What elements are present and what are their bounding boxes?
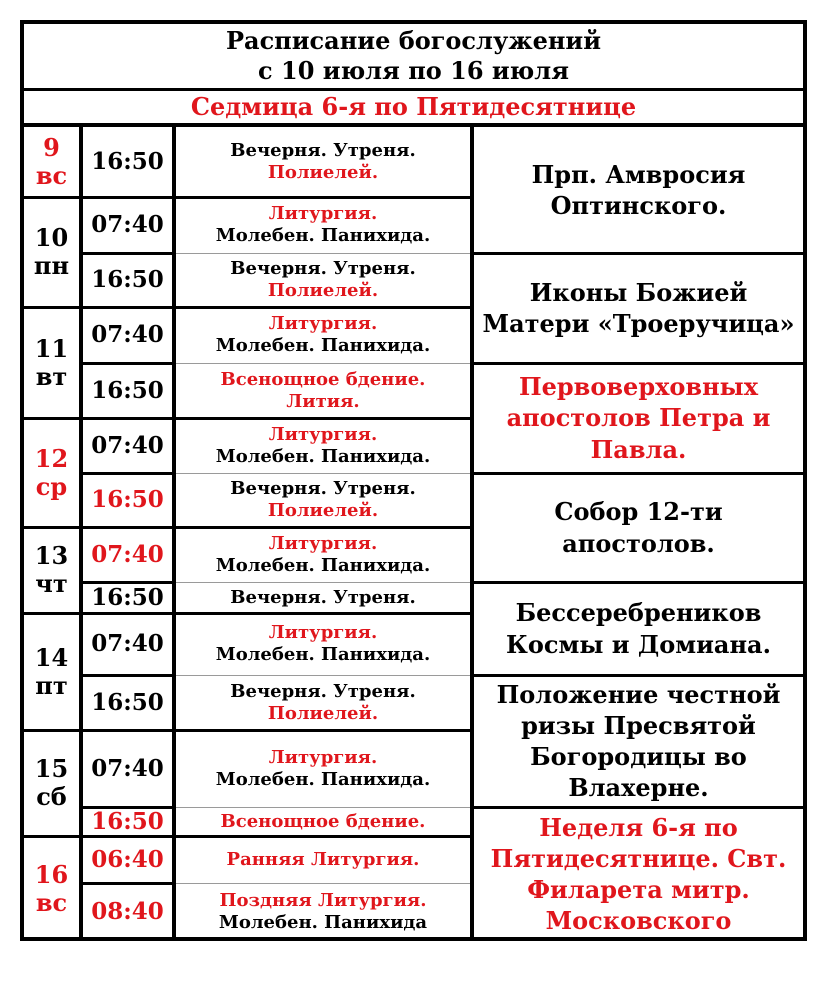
day-cell (24, 527, 79, 613)
service-detail: Молебен. Панихида. (215, 644, 431, 665)
service-detail: Молебен. Панихида. (215, 225, 431, 246)
weekday: чт (35, 569, 68, 598)
day-number: 15 (34, 754, 69, 784)
service-cell (176, 613, 470, 675)
weekday: пт (35, 670, 68, 700)
service-detail: Полиелей. (267, 500, 379, 521)
service-cell (176, 883, 470, 941)
service-time: 07:40 (91, 540, 164, 568)
service-name: Вечерня. Утреня. (230, 586, 416, 608)
day-cell (24, 418, 79, 527)
service-cell (176, 675, 470, 730)
service-time: 08:40 (91, 898, 164, 926)
day-number: 12 (34, 443, 69, 473)
feast-name: Прп. Амвросия Оптинского. (531, 159, 746, 220)
day-number: 9 (43, 133, 60, 163)
service-time: 16:50 (91, 807, 164, 835)
day-cell (24, 307, 79, 418)
day-cell (24, 197, 79, 307)
day-number: 11 (34, 333, 69, 363)
service-time: 16:50 (91, 583, 164, 611)
service-name: Ранняя Литургия. (226, 848, 420, 870)
service-time: 07:40 (91, 431, 164, 459)
feast-name: Первоверховных апостолов Петра и Павла. (506, 372, 771, 464)
service-name: Литургия. (268, 622, 378, 644)
feast-name: Собор 12-ти апостолов. (554, 497, 723, 558)
title-line-1: Расписание богослужений (225, 26, 602, 55)
day-number: 13 (34, 541, 69, 571)
service-name: Вечерня. Утреня. (230, 140, 416, 162)
service-detail: Молебен. Панихида. (215, 554, 431, 576)
day-number: 10 (34, 223, 69, 253)
service-name: Литургия. (268, 313, 378, 335)
service-cell (176, 418, 470, 473)
service-time: 07:40 (91, 754, 164, 782)
service-name: Вечерня. Утреня. (230, 478, 416, 500)
schedule-title (24, 24, 803, 88)
day-cell (24, 127, 79, 197)
weekday: вс (35, 887, 68, 917)
service-cell (176, 730, 470, 807)
service-detail: Полиелей. (267, 162, 379, 183)
service-time: 06:40 (91, 845, 164, 873)
service-name: Поздняя Литургия. (219, 890, 427, 912)
weekday: пн (33, 251, 70, 280)
service-detail: Молебен. Панихида (218, 912, 428, 933)
service-time: 07:40 (91, 211, 164, 239)
day-cell (24, 730, 79, 836)
service-cell (176, 253, 470, 307)
feast-name: Положение честной ризы Пресвятой Богородицы во Влахерне. (496, 679, 781, 803)
service-time: 16:50 (91, 376, 164, 404)
service-time: 07:40 (91, 321, 164, 349)
feast-name: Бессеребреников Космы и Домиана. (506, 598, 771, 659)
service-cell (176, 127, 470, 197)
title-line-2: с 10 июля по 16 июля (258, 56, 569, 85)
service-detail: Молебен. Панихида. (215, 445, 431, 467)
service-name: Всенощное бдение. (220, 810, 426, 832)
weekday: ср (35, 471, 68, 501)
service-name: Литургия. (268, 203, 378, 225)
service-cell (176, 836, 470, 883)
service-name: Литургия. (268, 423, 378, 445)
service-detail: Лития. (286, 390, 360, 412)
service-cell (176, 197, 470, 253)
weekday: вс (35, 161, 68, 190)
weekday: вт (35, 361, 68, 391)
service-detail: Полиелей. (267, 280, 379, 301)
service-cell (176, 582, 470, 613)
service-name: Всенощное бдение. (220, 368, 426, 390)
week-title: Седмица 6-я по Пятидесятнице (190, 91, 637, 121)
service-time: 07:40 (91, 630, 164, 658)
service-name: Литургия. (268, 746, 378, 768)
day-number: 14 (34, 642, 69, 672)
service-time: 16:50 (91, 688, 164, 716)
service-cell (176, 473, 470, 527)
service-name: Вечерня. Утреня. (230, 680, 416, 702)
service-cell (176, 307, 470, 363)
service-time: 16:50 (91, 266, 164, 294)
feast-name: Иконы Божией Матери «Троеручица» (482, 277, 795, 338)
service-time: 16:50 (91, 148, 164, 176)
service-cell (176, 527, 470, 582)
service-name: Литургия. (268, 532, 378, 554)
day-cell (24, 836, 79, 941)
weekday: сб (36, 782, 67, 811)
service-detail: Молебен. Панихида. (215, 335, 431, 356)
service-detail: Молебен. Панихида. (215, 768, 431, 790)
feast-name: Неделя 6-я по Пятидесятнице. Свт. Филарета митр. Московского (490, 812, 787, 936)
service-name: Вечерня. Утреня. (230, 258, 416, 280)
day-cell (24, 613, 79, 730)
service-cell (176, 807, 470, 836)
service-cell (176, 363, 470, 418)
service-detail: Полиелей. (267, 702, 379, 724)
service-time: 16:50 (91, 486, 164, 514)
day-number: 16 (34, 859, 69, 889)
